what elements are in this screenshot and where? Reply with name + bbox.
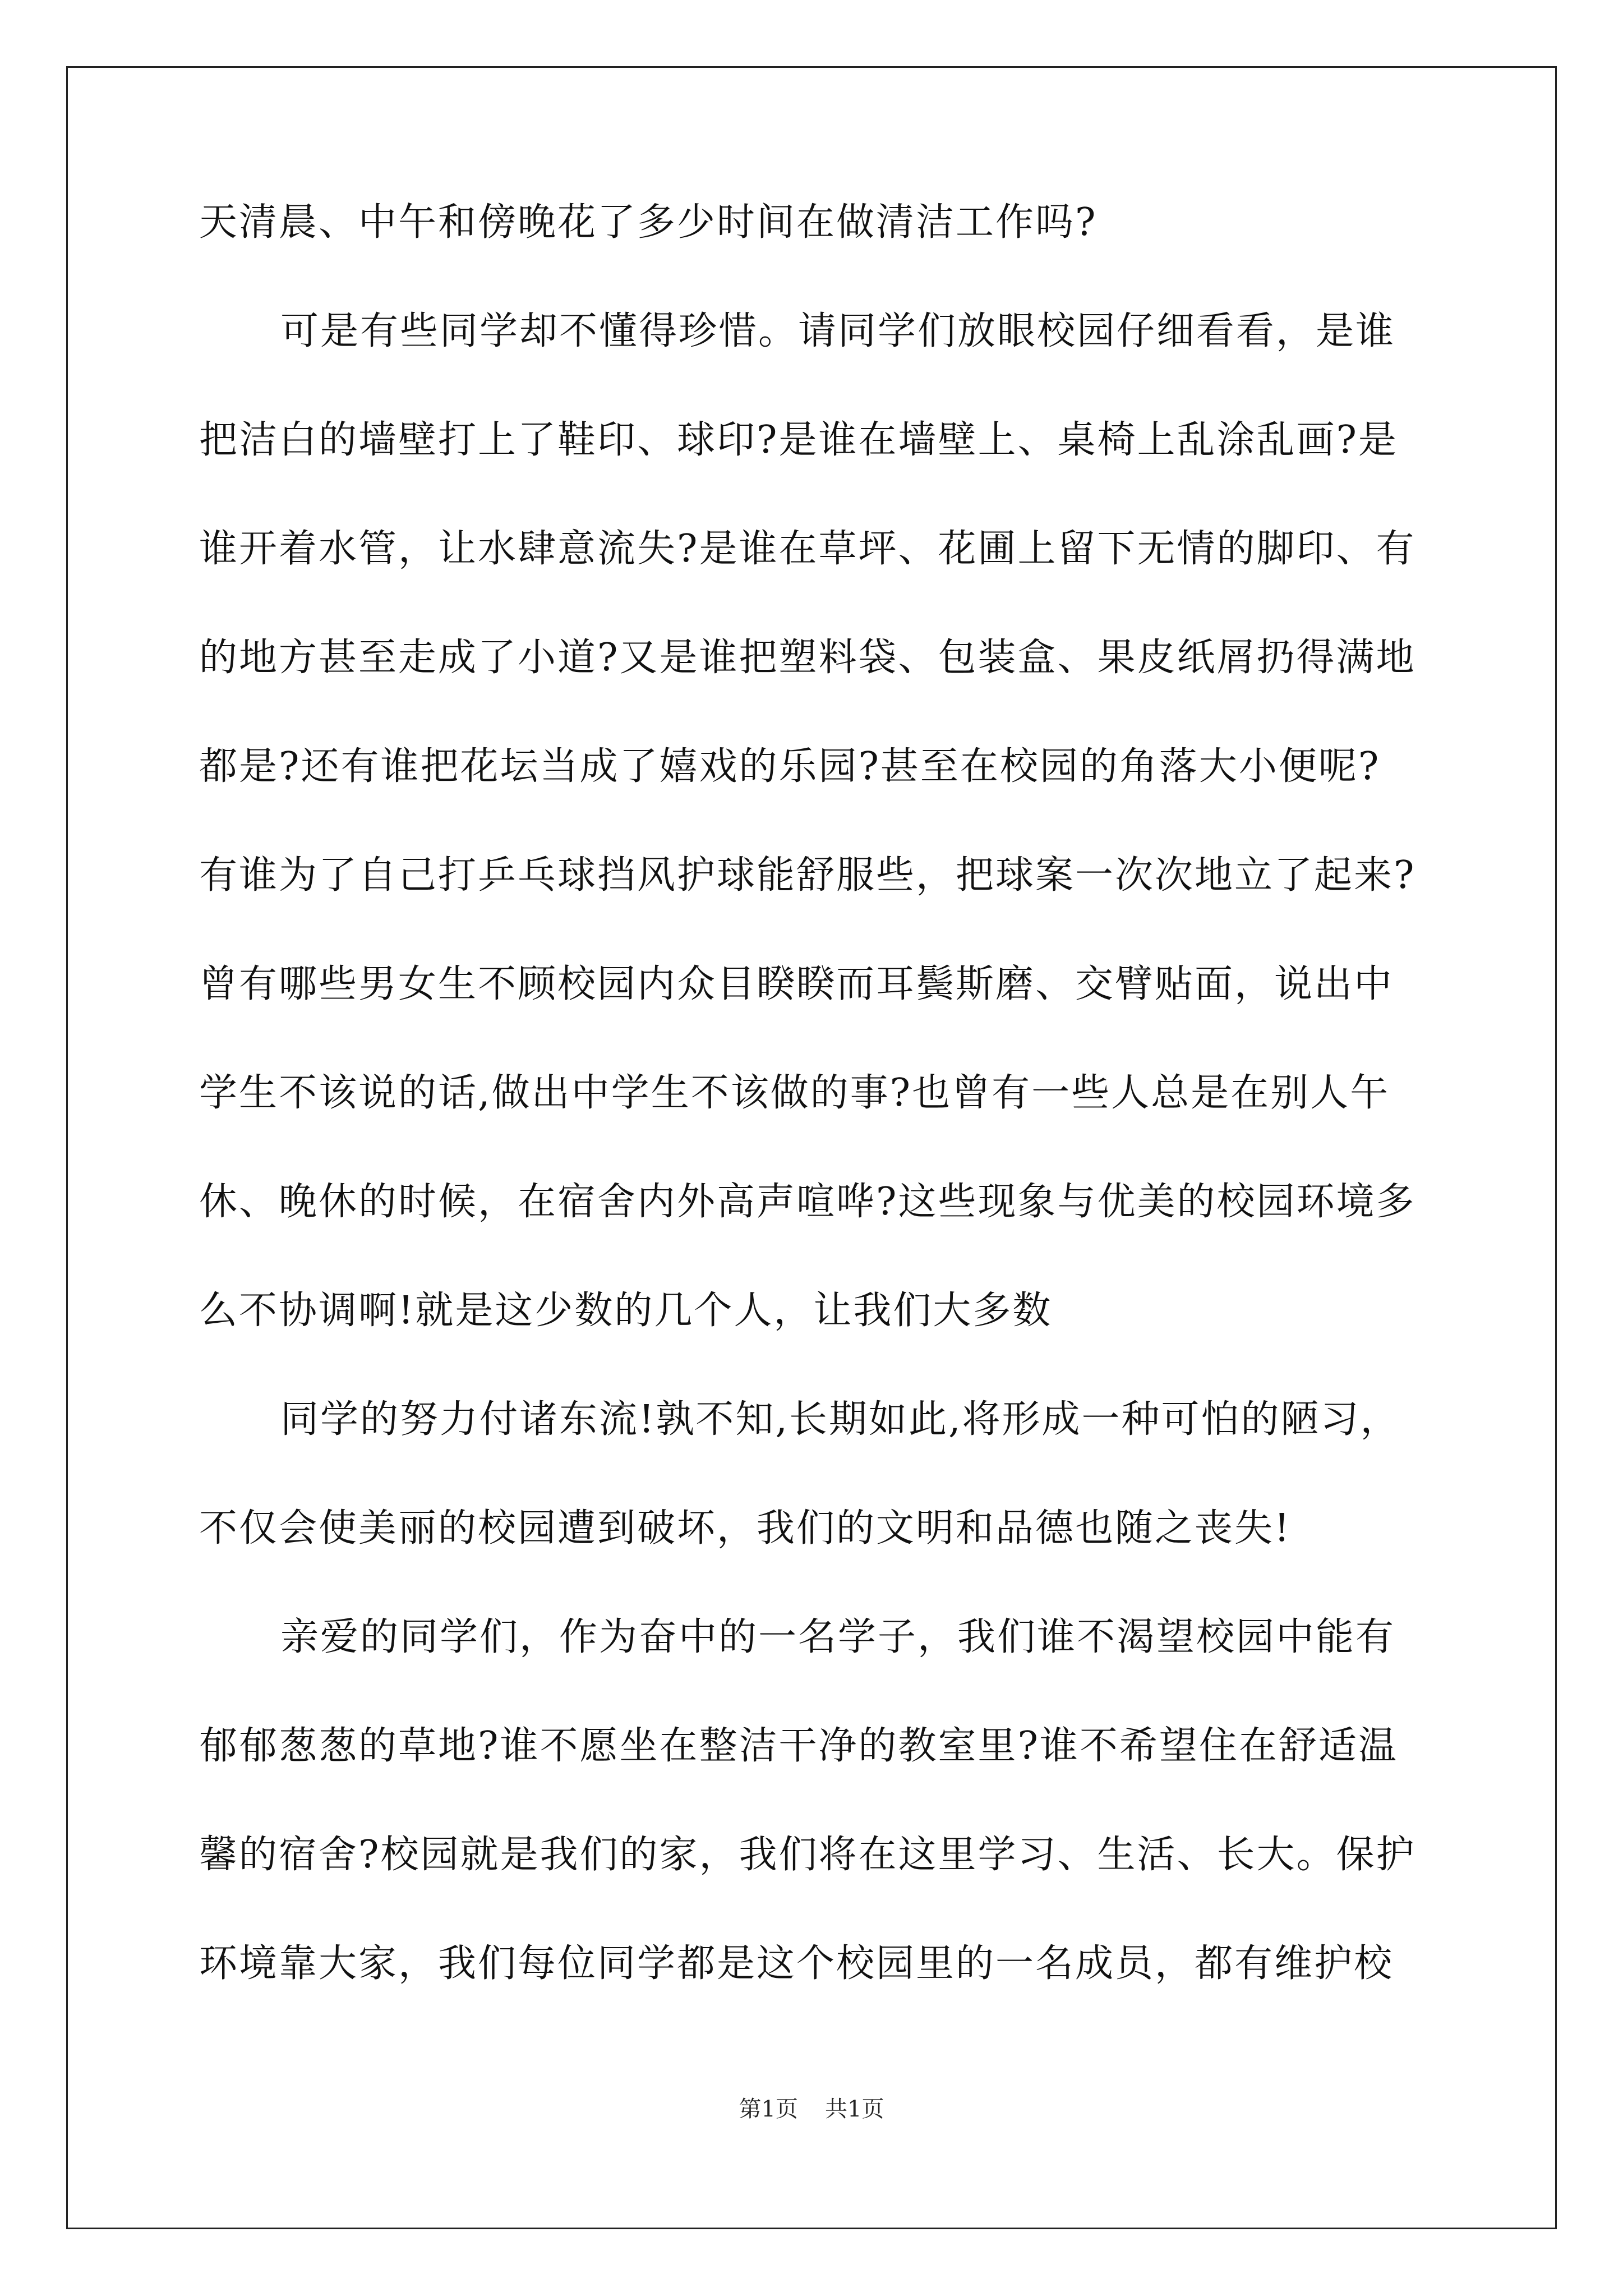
- text-line-16: 馨的宿舍?校园就是我们的家，我们将在这里学习、生活、长大。保护: [199, 1833, 1416, 1877]
- text-line-6: 都是?还有谁把花坛当成了嬉戏的乐园?甚至在校园的角落大小便呢?: [199, 744, 1381, 789]
- text-line-17: 环境靠大家，我们每位同学都是这个校园里的一名成员，都有维护校: [199, 1941, 1394, 1986]
- body-text: [199, 168, 1433, 2018]
- text-line-2: 可是有些同学却不懂得珍惜。请同学们放眼校园仔细看看，是谁: [280, 309, 1396, 353]
- text-line-4: 谁开着水管，让水肆意流失?是谁在草坪、花圃上留下无情的脚印、有: [199, 527, 1416, 571]
- text-line-5: 的地方甚至走成了小道?又是谁把塑料袋、包装盒、果皮纸屑扔得满地: [199, 636, 1416, 680]
- page-total: 共1页: [825, 2096, 884, 2122]
- text-line-1: 天清晨、中午和傍晚花了多少时间在做清洁工作吗?: [199, 200, 1098, 245]
- text-line-11: 么不协调啊!就是这少数的几个人，让我们大多数: [199, 1289, 1053, 1333]
- text-line-13: 不仅会使美丽的校园遭到破坏，我们的文明和品德也随之丧失!: [199, 1506, 1292, 1550]
- text-line-3: 把洁白的墙壁打上了鞋印、球印?是谁在墙壁上、桌椅上乱涂乱画?是: [199, 418, 1398, 462]
- text-line-15: 郁郁葱葱的草地?谁不愿坐在整洁干净的教室里?谁不希望住在舒适温: [199, 1724, 1398, 1768]
- page-footer: [0, 2091, 1623, 2123]
- text-line-8: 曾有哪些男女生不顾校园内众目睽睽而耳鬓斯磨、交臂贴面，说出中: [199, 962, 1394, 1006]
- page-number: 第1页: [739, 2096, 798, 2122]
- text-line-14: 亲爱的同学们，作为奋中的一名学子，我们谁不渴望校园中能有: [280, 1615, 1396, 1659]
- text-line-9: 学生不该说的话,做出中学生不该做的事?也曾有一些人总是在别人午: [199, 1071, 1390, 1115]
- text-line-10: 休、晚休的时候，在宿舍内外高声喧哗?这些现象与优美的校园环境多: [199, 1180, 1416, 1224]
- text-line-12: 同学的努力付诸东流!孰不知,长期如此,将形成一种可怕的陋习，: [280, 1397, 1400, 1442]
- text-line-7: 有谁为了自己打乒乓球挡风护球能舒服些，把球案一次次地立了起来?: [199, 853, 1416, 898]
